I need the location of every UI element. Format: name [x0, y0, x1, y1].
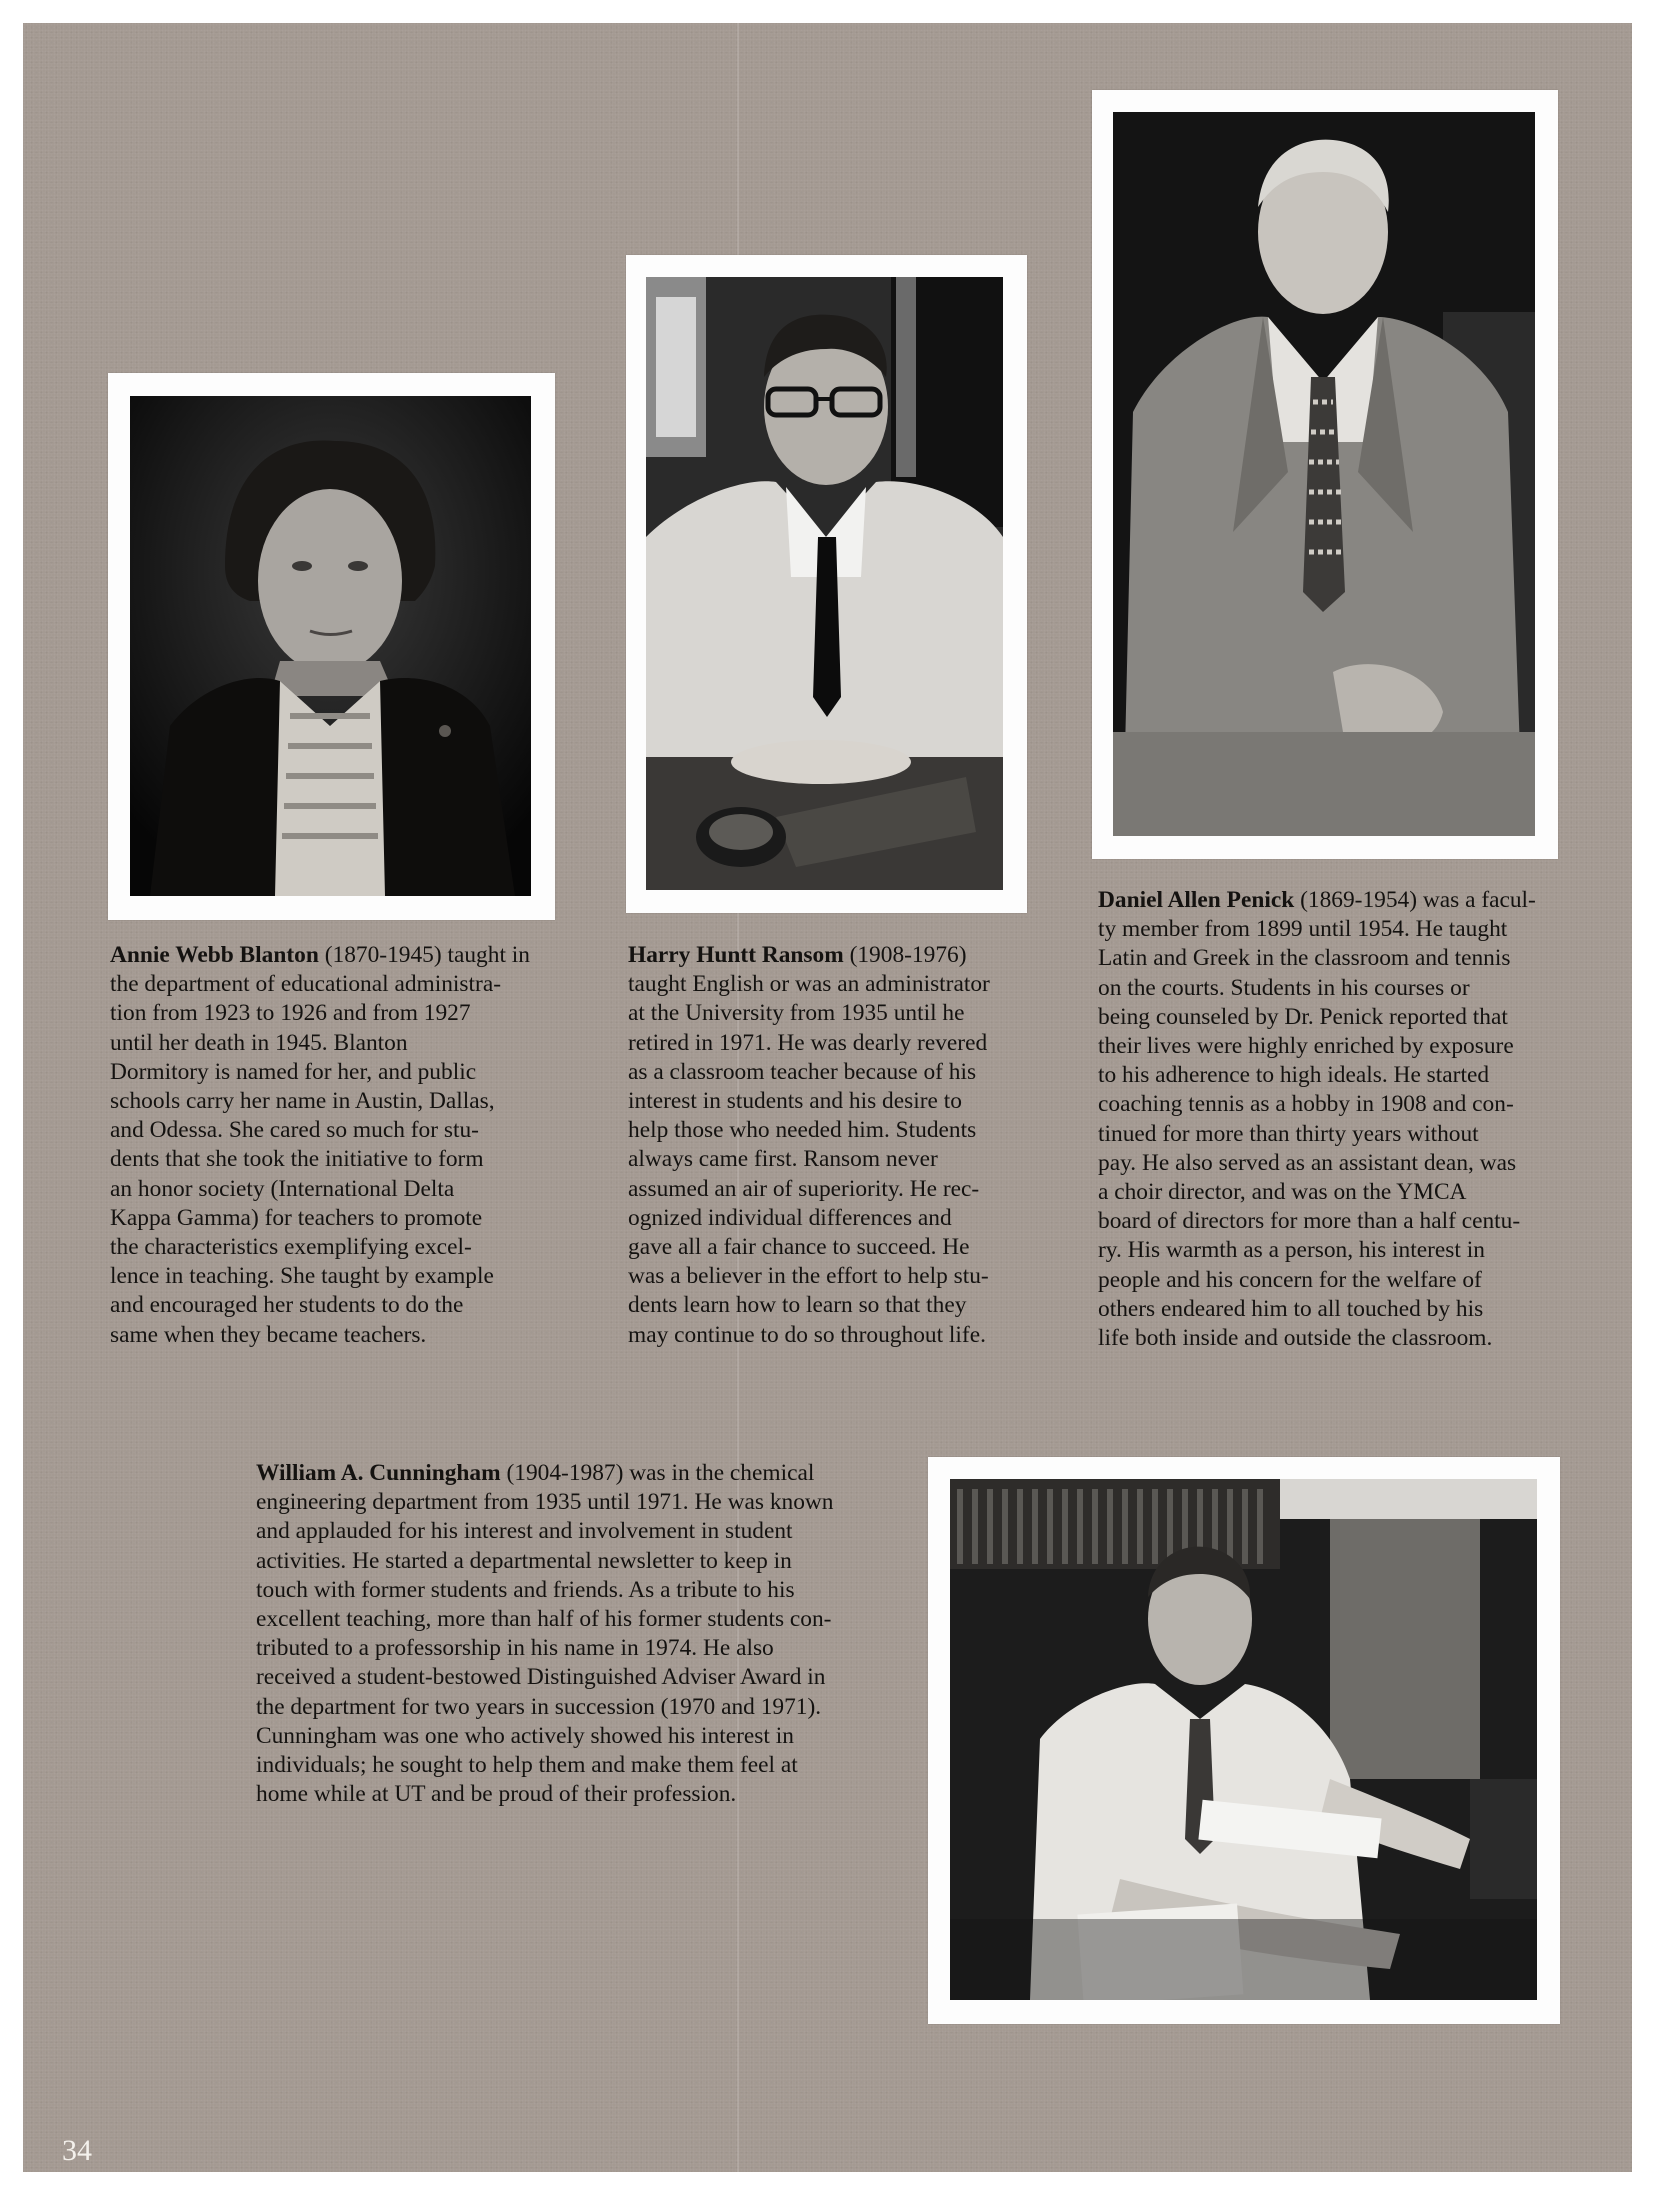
- profile-cunningham-line: tributed to a professorship in his name in 1974. He also: [256, 1635, 774, 1662]
- profile-ransom-line: as a classroom teacher because of his: [628, 1058, 977, 1085]
- portrait-cunningham: [950, 1479, 1537, 2000]
- profile-cunningham-line: touch with former students and friends. As a tribute to his: [256, 1576, 795, 1603]
- profile-cunningham-line: Cunningham was one who actively showed his interest in: [256, 1722, 794, 1749]
- portrait-ransom-image: [646, 277, 1003, 890]
- page-number: 34: [62, 2134, 92, 2167]
- profile-cunningham-line: home while at UT and be proud of their profession.: [256, 1781, 737, 1808]
- profile-penick-line: on the courts. Students in his courses or: [1098, 974, 1470, 1001]
- profile-ransom-line: assumed an air of superiority. He rec-: [628, 1175, 980, 1202]
- portrait-penick: [1113, 112, 1535, 836]
- profile-penick-line: life both inside and outside the classroom.: [1098, 1325, 1493, 1352]
- profile-blanton-line: Dormitory is named for her, and public: [110, 1058, 477, 1085]
- profile-blanton-line: the department of educational administra-: [110, 971, 501, 998]
- profile-ransom-line: interest in students and his desire to: [628, 1088, 962, 1115]
- profile-blanton-line: an honor society (International Delta: [110, 1175, 455, 1202]
- profile-blanton-name: Annie Webb Blanton: [110, 942, 319, 968]
- profile-blanton: [110, 941, 530, 1350]
- profile-cunningham-line: individuals; he sought to help them and make them feel at: [256, 1752, 798, 1779]
- profile-ransom-line: ognized individual differences and: [628, 1204, 952, 1231]
- profile-cunningham-name: William A. Cunningham: [256, 1460, 501, 1486]
- profile-ransom-line: taught English or was an administrator: [628, 971, 990, 998]
- profile-penick-name: Daniel Allen Penick: [1098, 887, 1295, 913]
- profile-blanton-line: the characteristics exemplifying excel-: [110, 1234, 472, 1261]
- profile-blanton-line: dents that she took the initiative to form: [110, 1146, 484, 1173]
- profile-penick-line: ty member from 1899 until 1954. He taught: [1098, 916, 1508, 943]
- profile-penick-line: board of directors for more than a half centu-: [1098, 1208, 1521, 1235]
- profile-penick-line: being counseled by Dr. Penick reported that: [1098, 1003, 1508, 1030]
- profile-penick: [1098, 886, 1536, 1353]
- profile-blanton-line: until her death in 1945. Blanton: [110, 1029, 408, 1056]
- profile-penick-line: ry. His warmth as a person, his interest in: [1098, 1237, 1485, 1264]
- profile-cunningham-line: received a student-bestowed Distinguished Adviser Award in: [256, 1664, 826, 1691]
- profile-penick-line: others endeared him to all touched by his: [1098, 1295, 1484, 1322]
- profile-blanton-line: and Odessa. She cared so much for stu-: [110, 1117, 479, 1144]
- profile-penick-line: coaching tennis as a hobby in 1908 and con-: [1098, 1091, 1514, 1118]
- portrait-blanton-image: [130, 396, 531, 896]
- profile-cunningham-line: William A. Cunningham (1904-1987) was in the chemical: [256, 1460, 815, 1486]
- profile-cunningham: [256, 1459, 834, 1809]
- profile-ransom: [628, 941, 990, 1350]
- profile-penick-line: to his adherence to high ideals. He started: [1098, 1062, 1490, 1089]
- portrait-cunningham-image: [950, 1479, 1537, 2000]
- profile-cunningham-line: activities. He started a departmental newsletter to keep in: [256, 1547, 792, 1574]
- portrait-penick-image: [1113, 112, 1535, 836]
- profile-ransom-name: Harry Huntt Ransom: [628, 942, 844, 968]
- profile-ransom-line: retired in 1971. He was dearly revered: [628, 1029, 988, 1056]
- profile-blanton-line: Kappa Gamma) for teachers to promote: [110, 1204, 483, 1231]
- profile-ransom-line: always came first. Ransom never: [628, 1146, 938, 1173]
- profile-ransom-line: may continue to do so throughout life.: [628, 1321, 986, 1348]
- portrait-ransom: [646, 277, 1003, 890]
- profile-blanton-line: schools carry her name in Austin, Dallas,: [110, 1088, 495, 1115]
- profile-ransom-line: help those who needed him. Students: [628, 1117, 977, 1144]
- profile-penick-line: pay. He also served as an assistant dean, was: [1098, 1149, 1517, 1176]
- profile-ransom-line: Harry Huntt Ransom (1908-1976): [628, 942, 967, 968]
- profile-blanton-line: tion from 1923 to 1926 and from 1927: [110, 1000, 471, 1027]
- profile-blanton-line: lence in teaching. She taught by example: [110, 1263, 494, 1290]
- profile-cunningham-line: and applauded for his interest and involvement in student: [256, 1518, 793, 1545]
- profile-penick-line: Daniel Allen Penick (1869-1954) was a facul-: [1098, 887, 1536, 913]
- profile-cunningham-line: excellent teaching, more than half of his former students con-: [256, 1606, 832, 1633]
- profile-penick-line: Latin and Greek in the classroom and tennis: [1098, 945, 1511, 972]
- profile-cunningham-line: the department for two years in succession (1970 and 1971).: [256, 1693, 822, 1720]
- profile-ransom-line: gave all a fair chance to succeed. He: [628, 1234, 970, 1261]
- profile-blanton-line: and encouraged her students to do the: [110, 1292, 464, 1319]
- profile-penick-line: a choir director, and was on the YMCA: [1098, 1179, 1467, 1206]
- profile-ransom-line: was a believer in the effort to help stu-: [628, 1263, 989, 1290]
- profile-ransom-line: at the University from 1935 until he: [628, 1000, 965, 1027]
- profile-penick-line: people and his concern for the welfare of: [1098, 1266, 1482, 1293]
- profile-cunningham-line: engineering department from 1935 until 1971. He was known: [256, 1489, 834, 1516]
- portrait-blanton: [130, 396, 531, 896]
- profile-blanton-line: Annie Webb Blanton (1870-1945) taught in: [110, 942, 530, 968]
- profile-blanton-line: same when they became teachers.: [110, 1321, 427, 1348]
- profile-ransom-line: dents learn how to learn so that they: [628, 1292, 967, 1319]
- profile-penick-line: tinued for more than thirty years without: [1098, 1120, 1479, 1147]
- profile-penick-line: their lives were highly enriched by exposure: [1098, 1033, 1514, 1060]
